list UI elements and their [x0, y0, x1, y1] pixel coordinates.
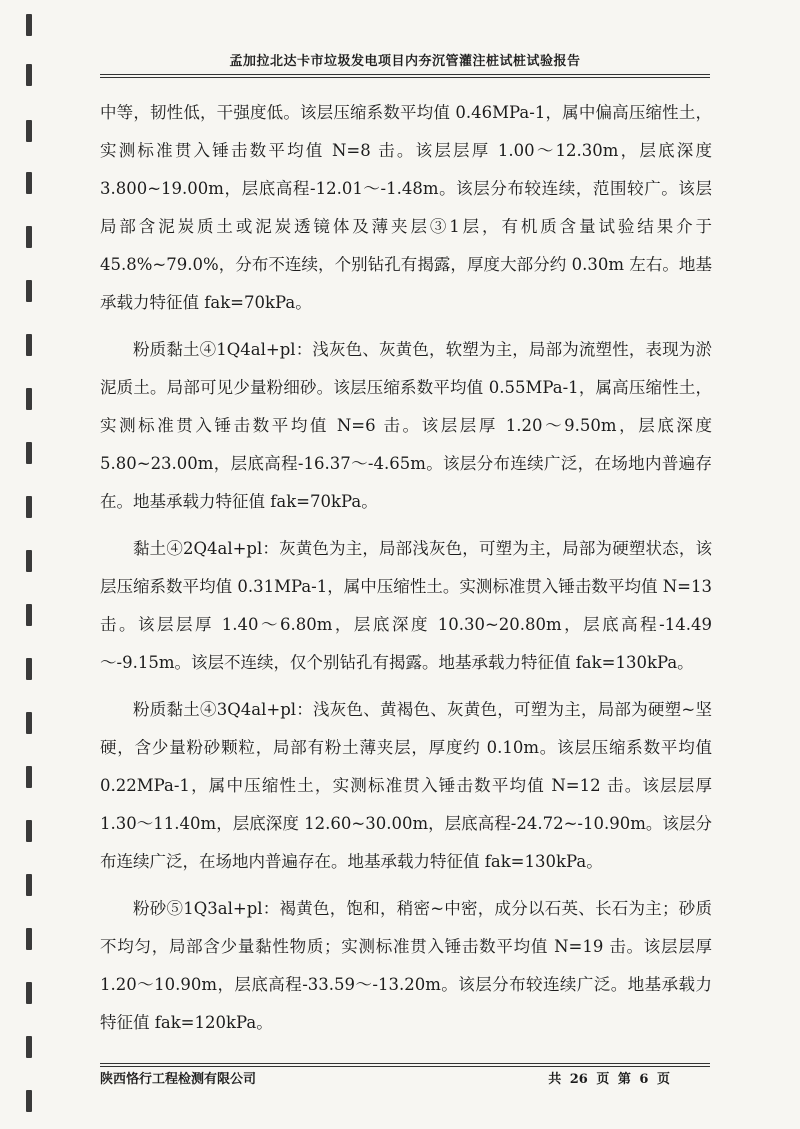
paragraph: 粉质黏土④3Q4al+pl：浅灰色、黄褐色、灰黄色，可塑为主，局部为硬塑~坚硬，含少量粉砂颗粒，局部有粉土薄夹层，厚度约 0.10m。该层压缩系数平均值 0.22MPa-1，属中压缩性土，实测标准贯入锤击数平均值 N=12 击。该层层厚 1.30～11.40m，层底深度 12.60~30.00m，层底高程-24.72~-10.90m。该层分布连续广泛，在场地内普遍存在。地基承载力特征值 fak=130kPa。	[100, 700, 712, 871]
footer-rule-double	[100, 1066, 710, 1067]
footer-rule	[100, 1063, 710, 1064]
paragraph: 粉砂⑤1Q3al+pl：褐黄色，饱和，稍密~中密，成分以石英、长石为主；砂质不均匀，局部含少量黏性物质；实测标准贯入锤击数平均值 N=19 击。该层层厚 1.20～10.90m，层底高程-33.59～-13.20m。该层分布较连续广泛。地基承载力特征值 fak=120kPa。	[100, 899, 712, 1032]
page-number: 共 26 页 第 6 页	[548, 1072, 670, 1087]
body-text	[100, 94, 712, 1051]
header-rule-double	[100, 77, 710, 78]
header-rule	[100, 74, 710, 75]
footer-company: 陕西恪行工程检测有限公司	[100, 1072, 257, 1087]
paragraph: 黏土④2Q4al+pl：灰黄色为主，局部浅灰色，可塑为主，局部为硬塑状态，该层压缩系数平均值 0.31MPa-1，属中压缩性土。实测标准贯入锤击数平均值 N=13 击。该层层厚 1.40～6.80m，层底深度 10.30~20.80m，层底高程-14.49～-9.15m。该层不连续，仅个别钻孔有揭露。地基承载力特征值 fak=130kPa。	[100, 539, 712, 672]
paragraph: 粉质黏土④1Q4al+pl：浅灰色、灰黄色，软塑为主，局部为流塑性，表现为淤泥质土。局部可见少量粉细砂。该层压缩系数平均值 0.55MPa-1，属高压缩性土，实测标准贯入锤击数平均值 N=6 击。该层层厚 1.20～9.50m，层底深度 5.80~23.00m，层底高程-16.37～-4.65m。该层分布连续广泛，在场地内普遍存在。地基承载力特征值 fak=70kPa。	[100, 340, 712, 511]
binding-holes	[26, 0, 40, 1129]
paragraph: 中等，韧性低，干强度低。该层压缩系数平均值 0.46MPa-1，属中偏高压缩性土，实测标准贯入锤击数平均值 N=8 击。该层层厚 1.00～12.30m，层底深度 3.800~19.00m，层底高程-12.01～-1.48m。该层分布较连续，范围较广。该层局部含泥炭质土或泥炭透镜体及薄夹层③1层，有机质含量试验结果介于 45.8%~79.0%，分布不连续，个别钻孔有揭露，厚度大部分约 0.30m 左右。地基承载力特征值 fak=70kPa。	[100, 103, 712, 312]
page-header: 孟加拉北达卡市垃圾发电项目内夯沉管灌注桩试桩试验报告	[229, 54, 581, 69]
